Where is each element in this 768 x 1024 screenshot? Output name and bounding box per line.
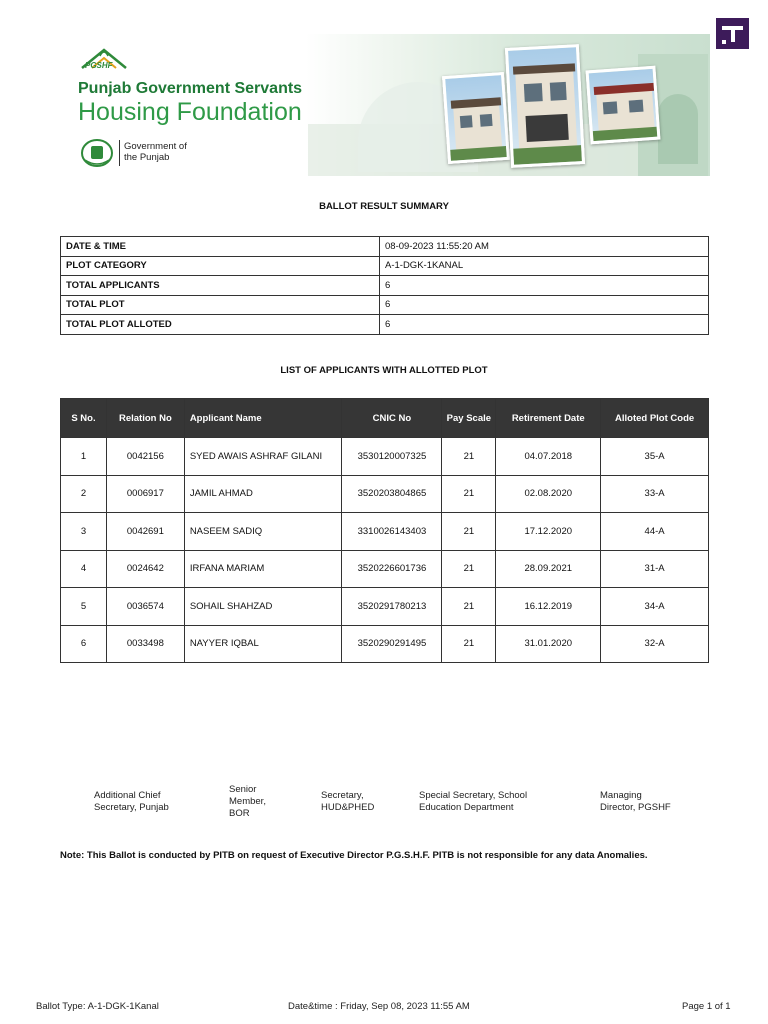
gov-label-line2: the Punjab bbox=[124, 152, 170, 163]
summary-row bbox=[61, 295, 709, 315]
column-header: CNIC No bbox=[342, 399, 442, 438]
signatory-sse bbox=[419, 790, 527, 814]
table-row bbox=[61, 550, 709, 588]
table-row bbox=[61, 625, 709, 663]
footer-ballot-type: Ballot Type: A-1-DGK-1Kanal bbox=[36, 1001, 159, 1012]
table-cell: 28.09.2021 bbox=[496, 550, 601, 588]
table-row bbox=[61, 438, 709, 476]
table-cell: 21 bbox=[442, 550, 496, 588]
table-cell: 21 bbox=[442, 438, 496, 476]
table-cell: NAYYER IQBAL bbox=[184, 625, 342, 663]
table-cell: 32-A bbox=[601, 625, 709, 663]
org-name-line1: Punjab Government Servants bbox=[78, 80, 303, 97]
table-cell: 21 bbox=[442, 475, 496, 513]
punjab-emblem-icon bbox=[80, 138, 114, 168]
signatory-line: Special Secretary, School bbox=[419, 790, 528, 801]
column-header: Retirement Date bbox=[496, 399, 601, 438]
table-cell: 6 bbox=[61, 625, 107, 663]
gov-label bbox=[124, 141, 214, 163]
signatory-smbor bbox=[229, 784, 266, 820]
table-row bbox=[61, 513, 709, 551]
table-cell: 35-A bbox=[601, 438, 709, 476]
signatory-hudphed bbox=[321, 790, 374, 814]
signatory-line: HUD&PHED bbox=[321, 802, 375, 813]
table-cell: 17.12.2020 bbox=[496, 513, 601, 551]
table-cell: 4 bbox=[61, 550, 107, 588]
summary-label: PLOT CATEGORY bbox=[61, 256, 380, 276]
house-photo bbox=[505, 44, 585, 168]
signatory-line: Additional Chief bbox=[94, 790, 161, 801]
house-photo bbox=[442, 72, 510, 164]
disclaimer-note: Note: This Ballot is conducted by PITB on request of Executive Director P.G.S.H.F. PITB is not responsible for any data Anomalies. bbox=[60, 850, 648, 861]
signatory-md bbox=[600, 790, 671, 814]
signatory-line: BOR bbox=[229, 808, 250, 819]
summary-row bbox=[61, 256, 709, 276]
table-cell: SOHAIL SHAHZAD bbox=[184, 588, 342, 626]
table-cell: 3 bbox=[61, 513, 107, 551]
table-cell: 21 bbox=[442, 588, 496, 626]
table-cell: 0042691 bbox=[106, 513, 184, 551]
table-cell: 02.08.2020 bbox=[496, 475, 601, 513]
gov-label-line1: Government of bbox=[124, 141, 187, 152]
table-cell: 04.07.2018 bbox=[496, 438, 601, 476]
logo-text: PGSHF bbox=[85, 61, 113, 70]
table-cell: 0033498 bbox=[106, 625, 184, 663]
summary-label: TOTAL PLOT bbox=[61, 295, 380, 315]
table-cell: 21 bbox=[442, 513, 496, 551]
table-cell: 5 bbox=[61, 588, 107, 626]
table-cell: 3520203804865 bbox=[342, 475, 442, 513]
table-cell: 31-A bbox=[601, 550, 709, 588]
header-banner bbox=[58, 34, 710, 176]
table-cell: 33-A bbox=[601, 475, 709, 513]
summary-row bbox=[61, 315, 709, 335]
summary-table bbox=[60, 236, 709, 335]
signatory-line: Senior bbox=[229, 784, 257, 795]
column-header: S No. bbox=[61, 399, 107, 438]
column-header: Relation No bbox=[106, 399, 184, 438]
table-cell: 21 bbox=[442, 625, 496, 663]
table-row bbox=[61, 588, 709, 626]
signatory-acs bbox=[94, 790, 169, 814]
summary-row bbox=[61, 276, 709, 296]
table-row bbox=[61, 475, 709, 513]
signatory-line: Managing bbox=[600, 790, 642, 801]
applicants-title: LIST OF APPLICANTS WITH ALLOTTED PLOT bbox=[280, 365, 488, 376]
table-cell: SYED AWAIS ASHRAF GILANI bbox=[184, 438, 342, 476]
pitb-logo-icon bbox=[716, 18, 749, 49]
summary-value: 6 bbox=[380, 276, 709, 296]
applicants-table bbox=[60, 398, 709, 663]
signatory-line: Member, bbox=[229, 796, 266, 807]
footer-page-number: Page 1 of 1 bbox=[682, 1001, 731, 1012]
column-header: Applicant Name bbox=[184, 399, 342, 438]
table-cell: 34-A bbox=[601, 588, 709, 626]
footer-datetime: Date&time : Friday, Sep 08, 2023 11:55 AM bbox=[288, 1001, 470, 1012]
signatory-line: Director, PGSHF bbox=[600, 802, 671, 813]
table-cell: JAMIL AHMAD bbox=[184, 475, 342, 513]
table-cell: 3520291780213 bbox=[342, 588, 442, 626]
summary-row bbox=[61, 237, 709, 257]
table-cell: NASEEM SADIQ bbox=[184, 513, 342, 551]
table-cell: 0042156 bbox=[106, 438, 184, 476]
table-cell: 0036574 bbox=[106, 588, 184, 626]
table-cell: 16.12.2019 bbox=[496, 588, 601, 626]
summary-label: TOTAL PLOT ALLOTED bbox=[61, 315, 380, 335]
table-cell: 0006917 bbox=[106, 475, 184, 513]
summary-value: 6 bbox=[380, 315, 709, 335]
summary-value: 6 bbox=[380, 295, 709, 315]
house-photo bbox=[586, 66, 661, 145]
table-cell: 3520226601736 bbox=[342, 550, 442, 588]
column-header: Alloted Plot Code bbox=[601, 399, 709, 438]
table-cell: 2 bbox=[61, 475, 107, 513]
signatory-line: Education Department bbox=[419, 802, 514, 813]
summary-title: BALLOT RESULT SUMMARY bbox=[319, 201, 449, 212]
table-cell: 3530120007325 bbox=[342, 438, 442, 476]
gov-divider bbox=[119, 140, 120, 166]
org-name-line2: Housing Foundation bbox=[78, 98, 302, 126]
table-header-row bbox=[61, 399, 709, 438]
summary-label: DATE & TIME bbox=[61, 237, 380, 257]
summary-label: TOTAL APPLICANTS bbox=[61, 276, 380, 296]
table-cell: IRFANA MARIAM bbox=[184, 550, 342, 588]
summary-value: 08-09-2023 11:55:20 AM bbox=[380, 237, 709, 257]
table-cell: 3310026143403 bbox=[342, 513, 442, 551]
table-cell: 44-A bbox=[601, 513, 709, 551]
summary-value: A-1-DGK-1KANAL bbox=[380, 256, 709, 276]
table-cell: 1 bbox=[61, 438, 107, 476]
signatory-line: Secretary, Punjab bbox=[94, 802, 169, 813]
table-cell: 3520290291495 bbox=[342, 625, 442, 663]
table-cell: 0024642 bbox=[106, 550, 184, 588]
signatory-line: Secretary, bbox=[321, 790, 364, 801]
column-header: Pay Scale bbox=[442, 399, 496, 438]
table-cell: 31.01.2020 bbox=[496, 625, 601, 663]
